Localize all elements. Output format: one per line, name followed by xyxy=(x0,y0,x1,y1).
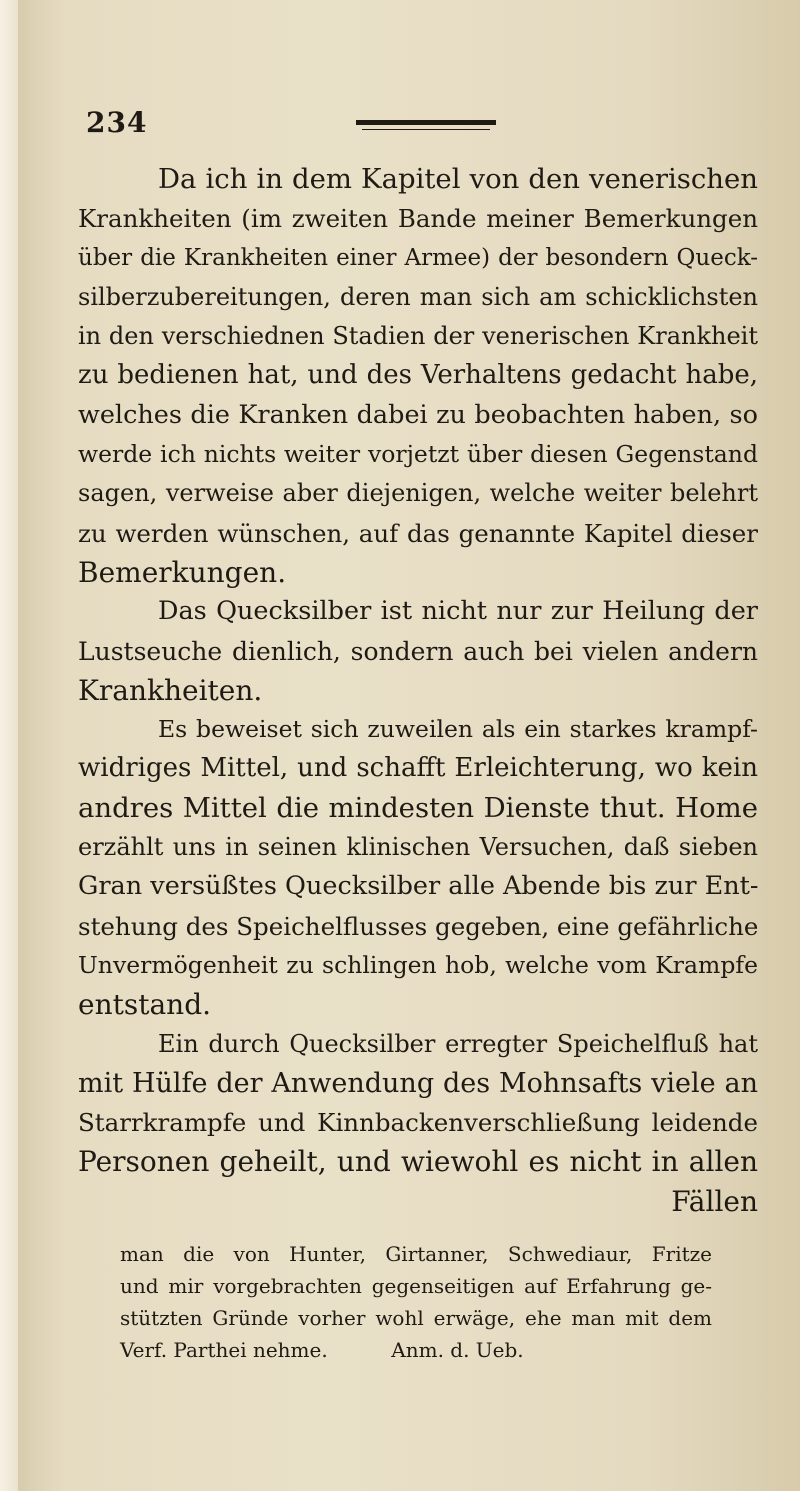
footnote-line: man die von Hunter, Girtanner, Schwediaur, Fritze xyxy=(120,1242,712,1266)
text-line: Krankheiten. xyxy=(78,673,263,707)
text-line: welches die Kranken dabei zu beobachten haben, so xyxy=(78,399,758,430)
text-line: zu bedienen hat, und des Verhaltens gedacht habe, xyxy=(78,360,758,391)
text-line: Gran versüßtes Quecksilber alle Abende bis zur Ent- xyxy=(78,871,759,902)
text-line: über die Krankheiten einer Armee) der besondern Queck- xyxy=(78,244,758,271)
text-line: Das Quecksilber ist nicht nur zur Heilung der xyxy=(158,596,758,627)
footnote-line: Verf. Parthei nehme. Anm. d. Ueb. xyxy=(120,1338,524,1362)
header-rule xyxy=(356,120,496,125)
text-line: Krankheiten (im zweiten Bande meiner Bemerkungen xyxy=(78,204,758,234)
text-line: Lustseuche dienlich, sondern auch bei vielen andern xyxy=(78,636,758,666)
text-line: Ein durch Quecksilber erregter Speichelfluß hat xyxy=(158,1029,758,1058)
binding-gutter xyxy=(0,0,18,1491)
text-line: silberzubereitungen, deren man sich am schicklichsten xyxy=(78,282,758,311)
text-line: Personen geheilt, und wiewohl es nicht in allen xyxy=(78,1145,758,1179)
text-line: werde ich nichts weiter vorjetzt über diesen Gegenstand xyxy=(78,440,758,469)
footnote xyxy=(120,1238,712,1366)
text-line: Es beweiset sich zuweilen als ein starkes krampf- xyxy=(158,715,758,744)
text-line: Unvermögenheit zu schlingen hob, welche vom Krampfe xyxy=(78,950,758,979)
text-line: mit Hülfe der Anwendung des Mohnsafts viele an xyxy=(78,1067,758,1099)
page-number: 234 xyxy=(86,106,148,139)
text-line: erzählt uns in seinen klinischen Versuchen, daß sieben xyxy=(78,833,758,862)
text-line: Bemerkungen. xyxy=(78,555,287,589)
text-line: Starrkrampfe und Kinnbackenverschließung leidende xyxy=(78,1108,758,1138)
text-line: andres Mittel die mindesten Dienste thut. Home xyxy=(78,791,758,824)
text-line: sagen, verweise aber diejenigen, welche weiter belehrt xyxy=(78,479,758,508)
text-line: Da ich in dem Kapitel von den venerischen xyxy=(158,163,758,195)
text-line: entstand. xyxy=(78,988,212,1022)
footnote-line: und mir vorgebrachten gegenseitigen auf Erfahrung ge- xyxy=(120,1274,712,1298)
footnote-line: stützten Gründe vorher wohl erwäge, ehe man mit dem xyxy=(120,1306,712,1330)
text-line: in den verschiednen Stadien der venerischen Krankheit xyxy=(78,322,758,351)
text-line: zu werden wünschen, auf das genannte Kapitel dieser xyxy=(78,518,758,548)
text-line: widriges Mittel, und schafft Erleichterung, wo kein xyxy=(78,753,758,784)
text-line: stehung des Speichelflusses gegeben, eine gefährliche xyxy=(78,911,759,941)
text-line: Fällen xyxy=(671,1184,758,1218)
body-text xyxy=(78,160,758,1221)
